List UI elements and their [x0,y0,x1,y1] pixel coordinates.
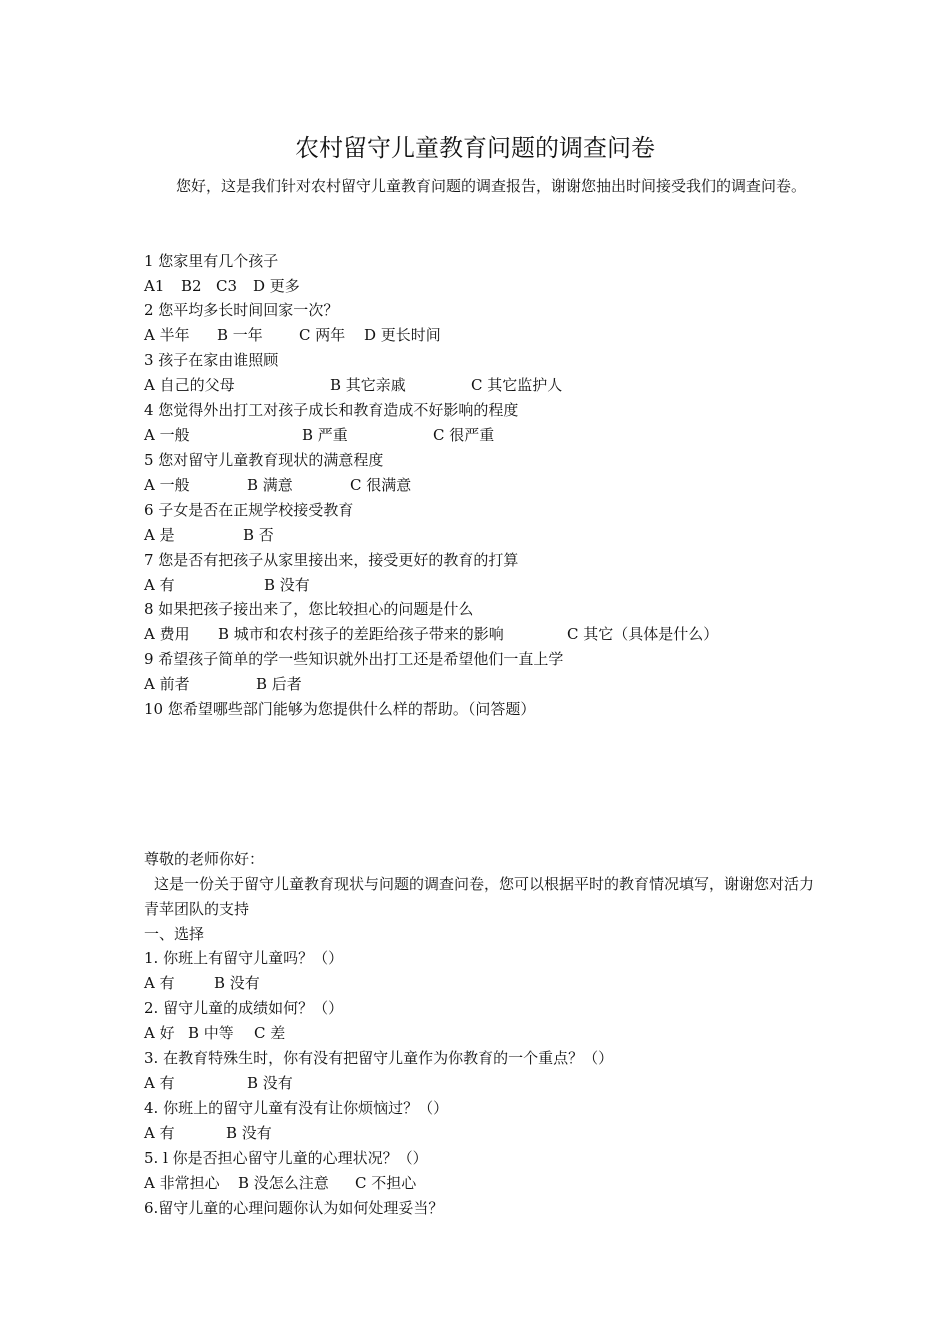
option: A 有 [144,1074,175,1092]
option: B 没有 [264,576,310,594]
options-3 [144,373,814,398]
option: A 一般 [144,426,190,444]
options-8 [144,622,814,647]
option: C 其它监护人 [471,376,563,394]
teacher-options-3 [144,1071,814,1096]
option: B 没有 [247,1074,293,1092]
teacher-question-4: 4. 你班上的留守儿童有没有让你烦恼过？（） [144,1099,449,1117]
question-10: 10 您希望哪些部门能够为您提供什么样的帮助。（问答题） [144,700,536,718]
teacher-greeting: 尊敬的老师你好： [144,850,265,868]
option: C 其它（具体是什么） [567,625,719,643]
option: A 有 [144,974,175,992]
option: A1 [144,277,165,295]
option: B 没有 [226,1124,272,1142]
option: D 更长时间 [364,326,441,344]
teacher-options-2 [144,1021,814,1046]
question-3: 3 孩子在家由谁照顾 [144,351,279,369]
option: C 差 [254,1024,286,1042]
teacher-question-5: 5. l 你是否担心留守儿童的心理状况？（） [144,1149,428,1167]
option: A 前者 [144,675,190,693]
teacher-intro: 这是一份关于留守儿童教育现状与问题的调查问卷，您可以根据平时的教育情况填写，谢谢您对活力青苹团队的支持 [144,875,815,918]
option: C 不担心 [355,1174,417,1192]
question-8: 8 如果把孩子接出来了，您比较担心的问题是什么 [144,600,474,618]
options-5 [144,473,814,498]
option: A 费用 [144,625,190,643]
question-9: 9 希望孩子简单的学一些知识就外出打工还是希望他们一直上学 [144,650,564,668]
option: C 很满意 [350,476,412,494]
option: B 严重 [302,426,348,444]
options-4 [144,423,814,448]
question-4: 4 您觉得外出打工对孩子成长和教育造成不好影响的程度 [144,401,519,419]
option: A 一般 [144,476,190,494]
teacher-question-1: 1. 你班上有留守儿童吗？（） [144,949,344,967]
option: A 半年 [144,326,190,344]
option: B 一年 [217,326,263,344]
section-heading: 一、选择 [144,925,205,943]
option: B 城市和农村孩子的差距给孩子带来的影响 [218,625,504,643]
options-1 [144,274,814,299]
teacher-question-6: 6.留守儿童的心理问题你认为如何处理妥当？ [144,1199,444,1217]
options-6 [144,523,814,548]
option: C3 [216,277,238,295]
option: B2 [181,277,202,295]
teacher-question-2: 2. 留守儿童的成绩如何？（） [144,999,344,1017]
option: B 否 [243,526,274,544]
option: B 后者 [256,675,302,693]
option: A 是 [144,526,175,544]
option: C 两年 [299,326,346,344]
option: A 有 [144,576,175,594]
survey-intro: 您好，这是我们针对农村留守儿童教育问题的调查报告，谢谢您抽出时间接受我们的调查问卷。 [176,177,807,195]
options-9 [144,672,814,697]
option: D 更多 [253,277,300,295]
teacher-options-5 [144,1171,814,1196]
option: A 非常担心 [144,1174,220,1192]
question-5: 5 您对留守儿童教育现状的满意程度 [144,451,384,469]
options-7 [144,573,814,598]
teacher-options-4 [144,1121,814,1146]
option: B 没怎么注意 [238,1174,329,1192]
question-6: 6 子女是否在正规学校接受教育 [144,501,354,519]
teacher-options-1 [144,971,814,996]
question-7: 7 您是否有把孩子从家里接出来，接受更好的教育的打算 [144,551,519,569]
question-2: 2 您平均多长时间回家一次？ [144,301,339,319]
options-2 [144,323,814,348]
option: B 中等 [188,1024,234,1042]
option: B 其它亲戚 [330,376,406,394]
teacher-question-3: 3. 在教育特殊生时，你有没有把留守儿童作为你教育的一个重点？（） [144,1049,614,1067]
option: C 很严重 [433,426,495,444]
option: A 有 [144,1124,175,1142]
survey-title: 农村留守儿童教育问题的调查问卷 [295,134,655,162]
option: B 满意 [247,476,293,494]
option: B 没有 [214,974,260,992]
question-1: 1 您家里有几个孩子 [144,252,279,270]
option: A 好 [144,1024,175,1042]
option: A 自己的父母 [144,376,235,394]
